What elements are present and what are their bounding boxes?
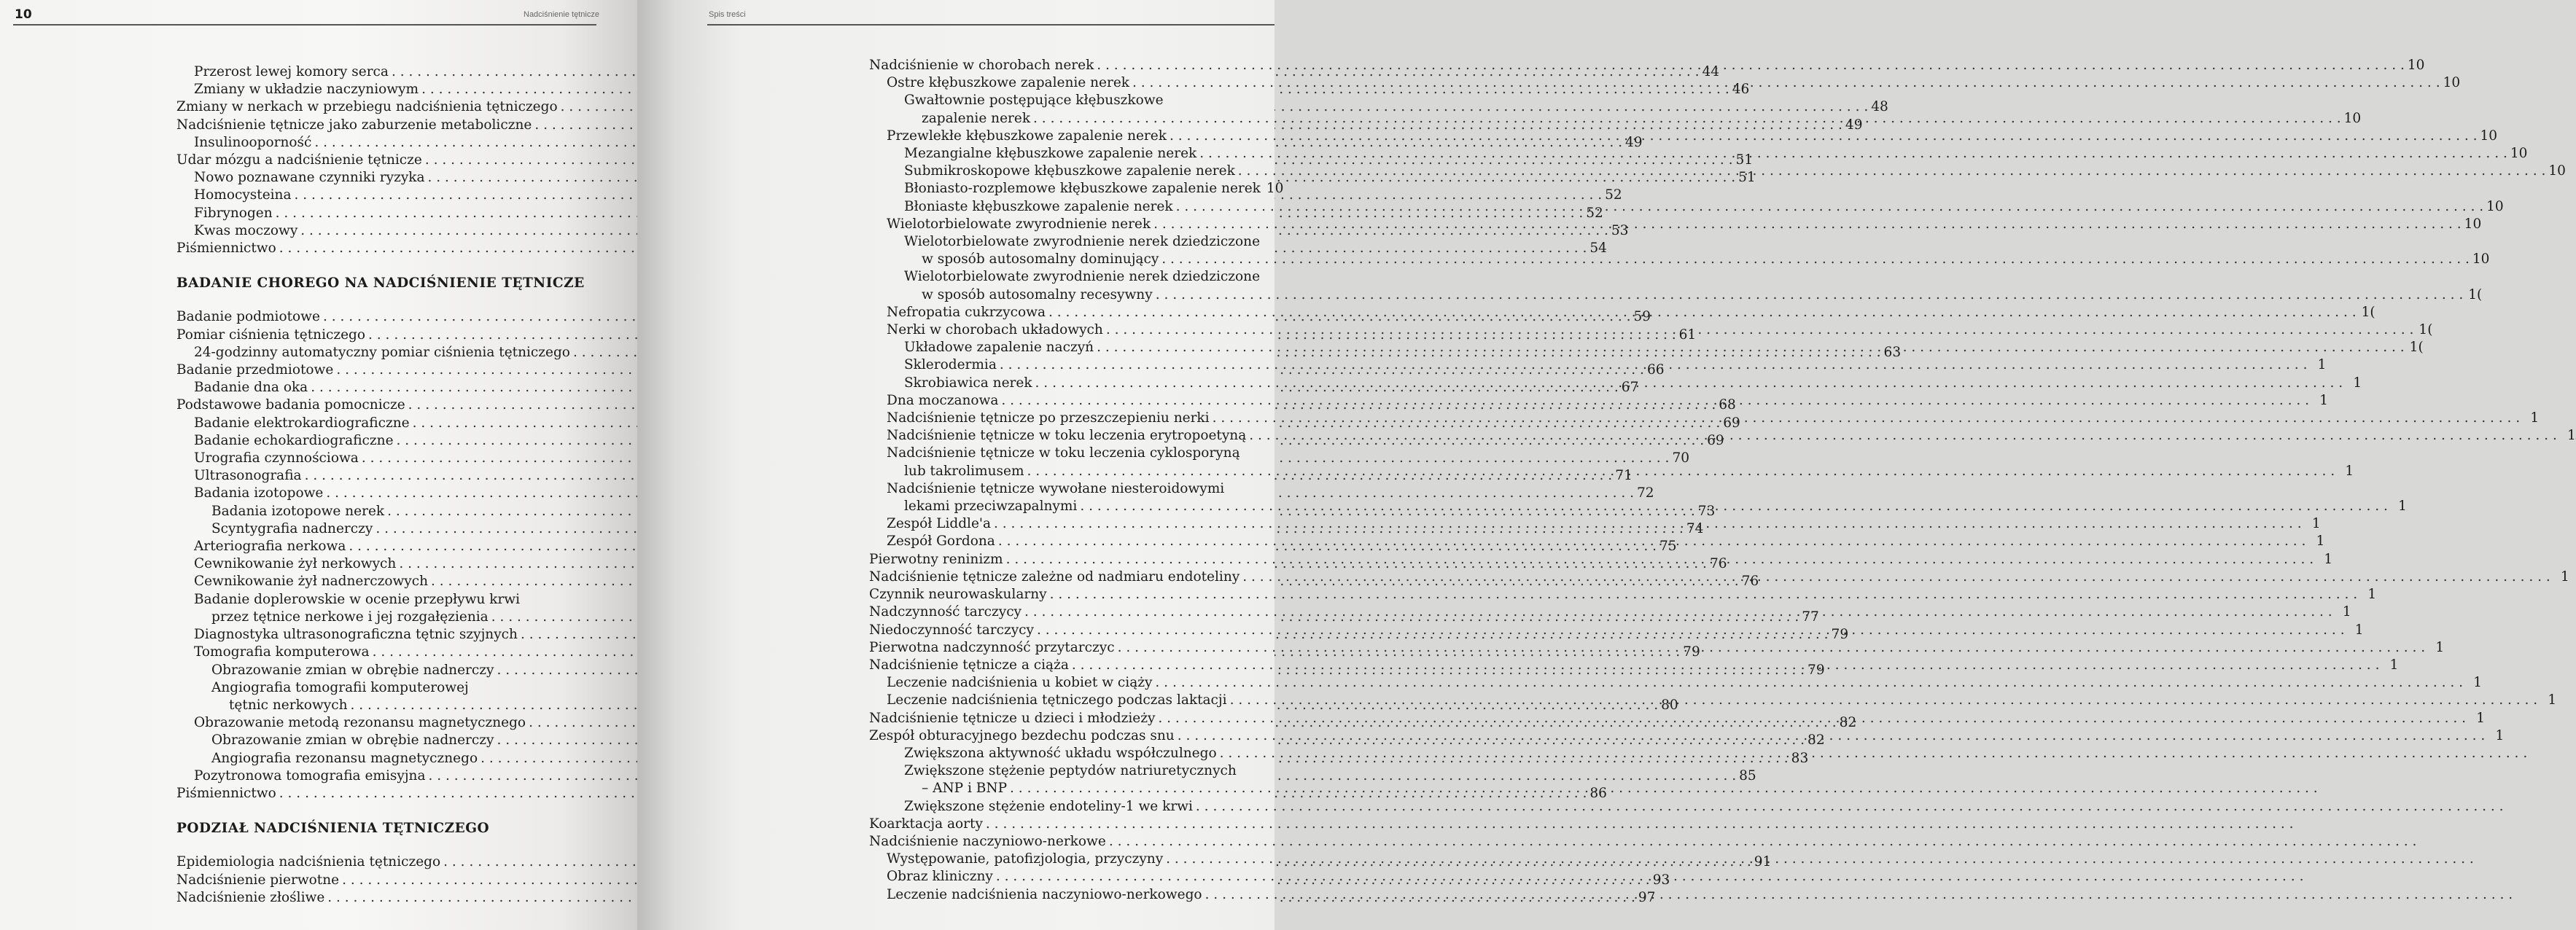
toc-entry-title: Cewnikowanie żył nadnerczowych (194, 574, 429, 590)
toc-entry-title: Diagnostyka ultrasonograficzna tętnic szyjnych (194, 627, 518, 643)
toc-entry-page: 82 (1839, 715, 1857, 731)
toc-entry-page: 1 (2316, 534, 2325, 550)
toc-entry-title: Badanie dna oka (194, 380, 308, 396)
dot-leader (1205, 886, 2513, 904)
dot-leader (994, 515, 2302, 533)
toc-entry-page: 10 (2472, 251, 2490, 267)
toc-entry-page: 1 (2345, 463, 2354, 479)
toc-entry-page: 1( (2419, 322, 2433, 338)
toc-entry (869, 851, 1275, 868)
dot-leader (1097, 57, 2405, 74)
dot-leader (1118, 639, 2426, 657)
toc-entry-page: 44 (1702, 64, 1720, 79)
toc-entry-title: Błoniasto-rozplemowe kłębuszkowe zapalenie nerek (904, 181, 1261, 197)
toc-entry-page: 76 (1741, 574, 1759, 590)
toc-entry-title: Badania izotopowe nerek (211, 503, 385, 519)
toc-entry-page: 83 (1791, 750, 1809, 766)
toc-entry-page: 1 (2389, 657, 2399, 673)
toc-entry-title: Ostre kłębuszkowe zapalenie nerek (887, 75, 1129, 91)
toc-entry-page: 59 (1633, 309, 1651, 325)
toc-entry-title: Pomiar ciśnienia tętniczego (176, 327, 366, 343)
toc-entry-title: Zwiększone stężenie endoteliny-1 we krwi (904, 798, 1193, 814)
toc-entry-title: Submikroskopowe kłębuszkowe zapalenie nerek (904, 163, 1235, 179)
toc-entry-page: 1 (2354, 622, 2364, 638)
toc-entry-page: 91 (1754, 854, 1772, 870)
toc-entry-title: Nadciśnienie tętnicze jako zaburzenie metaboliczne (176, 117, 532, 133)
toc-entry-page: 80 (1661, 697, 1678, 713)
toc-entry-page: 53 (1611, 222, 1629, 238)
section-heading: PODZIAŁ NADCIŚNIENIA TĘTNICZEGO (176, 821, 490, 837)
toc-entry-title: Urografia czynnościowa (194, 450, 359, 466)
toc-entry-title: Pierwotna nadczynność przytarczyc (869, 639, 1115, 655)
toc-entry-page: 1 (2530, 410, 2540, 426)
toc-entry-page: 54 (1589, 241, 1607, 257)
dot-leader (1153, 216, 2462, 233)
dot-leader (1010, 780, 2318, 797)
toc-entry (869, 833, 1275, 851)
dot-leader (1213, 410, 2521, 427)
toc-entry-title: Występowanie, patofizjologia, przyczyny (887, 851, 1164, 867)
toc-entry-page: 10 (2443, 75, 2461, 91)
toc-entry-title: Insulinooporność (194, 134, 312, 150)
toc-entry-page: 1 (2476, 710, 2485, 726)
toc-entry-page: 1 (2319, 392, 2328, 408)
toc-entry-page: 79 (1683, 644, 1700, 660)
toc-entry-title: Arteriografia nerkowa (194, 539, 346, 555)
toc-entry-title: Nadciśnienie tętnicze wywołane niesteroidowymi (887, 480, 1225, 496)
toc-entry-page: 61 (1678, 327, 1697, 343)
header-rule (13, 24, 596, 26)
toc-entry-title: Obraz kliniczny (887, 869, 993, 885)
dot-leader (1196, 798, 2504, 816)
toc-entry-title: Udar mózgu a nadciśnienie tętnicze (176, 152, 422, 168)
toc-entry-page: 10 (2510, 146, 2528, 162)
toc-entry-page: 1 (2495, 727, 2505, 743)
toc-entry-title: Piśmiennictwo (176, 785, 276, 801)
toc-entry-page: 46 (1732, 82, 1750, 98)
dot-leader (1109, 833, 2417, 851)
toc-entry-title: Skrobiawica nerek (904, 375, 1032, 391)
dot-leader (1001, 392, 2309, 410)
toc-entry-page: 1 (2324, 551, 2333, 567)
toc-entry-title: 24-godzinny automatyczny pomiar ciśnienia tętniczego (194, 344, 570, 360)
toc-entry-title: Zmiany w układzie naczyniowym (194, 82, 419, 98)
toc-entry-title: Niedoczynność tarczycy (869, 622, 1034, 638)
dot-leader (1024, 603, 2332, 621)
toc-entry-title: Zespół obturacyjnego bezdechu podczas snu (869, 727, 1175, 743)
toc-entry-page: 48 (1871, 99, 1888, 115)
dot-leader (1033, 110, 2341, 128)
toc-entry-title: Nadciśnienie tętnicze po przeszczepieniu nerki (887, 410, 1210, 426)
toc-entry-title: Przerost lewej komory serca (194, 64, 389, 79)
toc-entry-title: Scyntygrafia nadnerczy (211, 520, 373, 536)
dot-leader (1161, 251, 2470, 268)
toc-entry-title: Wielotorbielowate zwyrodnienie nerek dziedziczone (904, 269, 1261, 285)
toc-entry-page: 1( (2361, 304, 2375, 320)
toc-entry-title: tętnic nerkowych (229, 697, 348, 713)
toc-entry (869, 868, 1275, 886)
toc-entry-page: 49 (1624, 134, 1643, 150)
dot-leader (1199, 145, 2507, 163)
toc-entry-page: 66 (1646, 362, 1665, 378)
toc-entry-title: Tomografia komputerowa (194, 644, 370, 660)
toc-entry-title: Nadciśnienie tętnicze u dzieci i młodzieży (869, 710, 1156, 726)
toc-entry-page: 10 (2548, 163, 2566, 179)
toc-entry-continued (869, 445, 1275, 462)
toc-entry-title: Leczenie nadciśnienia naczyniowo-nerkowego (887, 886, 1202, 902)
toc-entry-title: Angiografia tomografii komputerowej (211, 679, 469, 695)
dot-leader (1132, 74, 2440, 92)
toc-entry-page: 1( (2409, 340, 2424, 356)
toc-entry-title: Nowo poznawane czynniki ryzyka (194, 170, 425, 186)
toc-entry-page: 1 (2311, 516, 2321, 532)
toc-entry-title: Obrazowanie zmian w obrębie nadnerczy (211, 662, 494, 678)
toc-entry-title: Fibrynogen (194, 205, 273, 221)
toc-entry (869, 745, 1275, 762)
toc-entry-title: Ultrasonografia (194, 468, 302, 484)
toc-entry-page: 63 (1883, 344, 1902, 360)
toc-entry-title: zapalenie nerek (922, 110, 1031, 126)
toc-entry-title: Leczenie nadciśnienia u kobiet w ciąży (887, 675, 1153, 691)
toc-entry-title: Nadciśnienie tętnicze a ciąża (869, 657, 1069, 673)
toc-entry-page: 1( (2468, 286, 2483, 302)
dot-leader (998, 533, 2306, 550)
toc-entry-title: Pozytronowa tomografia emisyjna (194, 767, 426, 784)
toc-entry-continued (869, 233, 1275, 251)
toc-entry-title: – ANP i BNP (922, 781, 1008, 797)
toc-entry (869, 180, 1284, 198)
toc-entry-continued (176, 591, 595, 609)
toc-entry-title: Podstawowe badania pomocnicze (176, 397, 405, 413)
toc-entry-page: 51 (1735, 152, 1754, 168)
toc-entry-page: 1 (2367, 587, 2377, 603)
toc-entry-page: 79 (1808, 662, 1825, 678)
toc-entry-title: Epidemiologia nadciśnienia tętniczego (176, 854, 441, 870)
toc-entry-page: 52 (1605, 187, 1622, 203)
dot-leader (1048, 304, 2357, 321)
dot-leader (1006, 551, 2314, 568)
toc-entry-continued (869, 480, 1275, 498)
toc-entry-page: 1 (2317, 357, 2327, 373)
dot-leader (1050, 586, 2358, 603)
toc-entry (869, 674, 2483, 692)
toc-entry-page: 52 (1586, 205, 1603, 221)
toc-entry-page: 1 (2398, 499, 2407, 515)
toc-entry-page: 1 (2567, 428, 2576, 444)
toc-entry-page: 86 (1589, 785, 1607, 801)
toc-entry-title: Nadczynność tarczycy (869, 604, 1022, 620)
toc-entry-page: 51 (1738, 170, 1756, 186)
toc-entry-page: 1 (2342, 604, 2351, 620)
toc-entry-page: 1 (2435, 639, 2445, 655)
toc-entry-title: w sposób autosomalny recesywny (922, 286, 1153, 302)
toc-entry-title: Kwas moczowy (194, 222, 298, 238)
toc-entry-title: Dna moczanowa (887, 392, 999, 408)
toc-entry-title: Nadciśnienie tętnicze zależne od nadmiaru endoteliny (869, 568, 1240, 585)
toc-entry-title: Nadciśnienie tętnicze w toku leczenia cyklosporyną (887, 445, 1240, 461)
toc-entry-page: 1 (2548, 692, 2557, 708)
toc-entry-page: 79 (1831, 627, 1849, 643)
toc-entry-page: 10 (2486, 198, 2504, 214)
dot-leader (1170, 128, 2478, 145)
toc-entry-title: Cewnikowanie żył nerkowych (194, 556, 397, 572)
toc-entry-title: Badanie przedmiotowe (176, 362, 334, 378)
toc-entry-title: Czynnik neurowaskularny (869, 587, 1047, 603)
toc-entry-title: Homocysteina (194, 187, 292, 203)
toc-entry-page: 69 (1707, 432, 1724, 448)
toc-entry-title: Nadciśnienie tętnicze w toku leczenia erytropoetyną (887, 428, 1247, 444)
dot-leader (1000, 356, 2308, 374)
toc-entry-title: Zwiększona aktywność układu współczulnego (904, 745, 1217, 761)
dot-leader (1035, 375, 2343, 392)
toc-entry-title: Nerki w chorobach układowych (887, 322, 1103, 338)
toc-entry-title: lub takrolimusem (904, 463, 1024, 479)
dot-leader (1242, 568, 2550, 586)
toc-entry (869, 286, 2483, 304)
toc-entry-title: Gwałtownie postępujące kłębuszkowe (904, 93, 1164, 109)
dot-leader (1027, 463, 2335, 480)
dot-leader (1178, 727, 2486, 745)
toc-entry-page: 68 (1719, 397, 1736, 413)
toc-entry-title: Błoniaste kłębuszkowe zapalenie nerek (904, 198, 1173, 214)
toc-entry-title: Zwiększone stężenie peptydów natriuretycznych (904, 763, 1237, 779)
toc-entry-title: Wielotorbielowate zwyrodnienie nerek dziedziczone (904, 234, 1261, 250)
toc-entry-page: 49 (1845, 117, 1863, 133)
toc-entry (869, 780, 1275, 797)
dot-leader (1156, 286, 2464, 304)
page-number: 10 (15, 7, 32, 22)
toc-entry-page: 10 (2343, 110, 2362, 126)
toc-entry (869, 586, 2377, 603)
toc-entry-page: 73 (1697, 503, 1716, 519)
toc-entry-page: 76 (1709, 556, 1727, 572)
dot-leader (1220, 745, 2528, 762)
toc-entry-page: 1 (2353, 375, 2362, 391)
toc-entry-continued (869, 762, 1275, 780)
toc-entry (869, 251, 2490, 268)
dot-leader (996, 868, 2304, 886)
toc-entry-page: 10 (1266, 181, 1284, 197)
toc-entry-page: 93 (1652, 872, 1670, 888)
toc-entry-title: Obrazowanie metodą rezonansu magnetycznego (194, 715, 526, 731)
toc-entry-title: Obrazowanie zmian w obrębie nadnerczy (211, 732, 494, 749)
toc-entry-title: w sposób autosomalny dominujący (922, 251, 1159, 267)
dot-leader (986, 816, 2294, 833)
dot-leader (1155, 674, 2463, 692)
toc-entry-title: Piśmiennictwo (176, 241, 276, 257)
toc-entry-title: Leczenie nadciśnienia tętniczego podczas laktacji (887, 692, 1227, 708)
running-head: Spis treści (709, 10, 746, 19)
dot-leader (1097, 339, 2405, 356)
toc-entry-page: 67 (1621, 380, 1639, 396)
toc-entry-title: Nadciśnienie w chorobach nerek (869, 58, 1094, 73)
toc-entry-page: 1 (2561, 568, 2569, 585)
toc-entry-page: 75 (1659, 539, 1677, 555)
toc-entry-continued (176, 679, 595, 697)
dot-leader (1249, 427, 2557, 445)
toc-entry-continued (869, 92, 1275, 109)
toc-entry-title: Badanie doplerowskie w ocenie przepływu krwi (194, 591, 521, 607)
toc-entry-page: 10 (2480, 128, 2498, 144)
section-heading: BADANIE CHOREGO NA NADCIŚNIENIE TĘTNICZE (176, 276, 585, 292)
toc-entry-title: Zmiany w nerkach w przebiegu nadciśnienia tętniczego (176, 99, 558, 115)
toc-entry-title: Wielotorbielowate zwyrodnienie nerek (887, 216, 1151, 232)
dot-leader (1238, 163, 2546, 180)
toc-entry-page: 71 (1615, 468, 1633, 484)
toc-entry-title: Sklerodermia (904, 357, 997, 373)
toc-entry-title: Nadciśnienie naczyniowo-nerkowe (869, 833, 1106, 849)
toc-entry-continued (869, 268, 1275, 286)
toc-entry-page: 97 (1638, 889, 1656, 905)
toc-entry-title: Nadciśnienie złośliwe (176, 889, 325, 905)
running-head: Nadciśnienie tętnicze (524, 10, 599, 19)
toc-entry (869, 886, 1275, 904)
toc-entry-title: Zespół Liddle'a (887, 516, 992, 532)
dot-leader (1072, 657, 2380, 674)
toc-entry-page: 85 (1739, 767, 1756, 784)
dot-leader (1166, 851, 2474, 868)
toc-entry-page: 70 (1672, 450, 1689, 466)
toc-entry-title: Nadciśnienie pierwotne (176, 872, 340, 888)
dot-leader (1106, 321, 2414, 339)
dot-leader (1080, 498, 2388, 515)
toc-entry-page: 10 (2464, 216, 2482, 232)
toc-entry-title: Nefropatia cukrzycowa (887, 304, 1046, 320)
dot-leader (1230, 692, 2538, 709)
toc-entry-title: Koarktacja aorty (869, 816, 983, 832)
toc-entry (869, 798, 1275, 816)
toc-entry-title: Mezangialne kłębuszkowe zapalenie nerek (904, 146, 1197, 162)
toc-entry-title: Badanie elektrokardiograficzne (194, 415, 410, 431)
toc-entry-page: 74 (1686, 520, 1704, 536)
toc-entry-page: 77 (1802, 609, 1819, 625)
toc-entry (869, 816, 1275, 833)
toc-entry-page: 10 (2407, 58, 2425, 73)
toc-entry-title: Badanie echokardiograficzne (194, 432, 394, 448)
dot-leader (1037, 622, 2345, 639)
dot-leader (1176, 198, 2484, 216)
toc-entry-title: Badanie podmiotowe (176, 309, 320, 325)
header-rule (707, 24, 1275, 26)
toc-entry-title: Badania izotopowe (194, 485, 324, 501)
toc-entry-title: przez tętnice nerkowe i jej rozgałęzienia (211, 609, 489, 625)
dot-leader (1158, 710, 2466, 727)
toc-entry-page: 69 (1723, 415, 1740, 431)
toc-entry-page: 72 (1636, 485, 1654, 501)
toc-entry-title: lekami przeciwzapalnymi (904, 499, 1078, 515)
toc-entry-title: Pierwotny reninizm (869, 551, 1003, 567)
toc-entry-title: Zespół Gordona (887, 534, 995, 550)
toc-entry-title: Angiografia rezonansu magnetycznego (211, 750, 478, 766)
toc-entry-page: 1 (2473, 675, 2483, 691)
toc-entry-title: Układowe zapalenie naczyń (904, 340, 1094, 356)
toc-entry-title: Przewlekłe kłębuszkowe zapalenie nerek (887, 128, 1167, 144)
toc-entry-page: 82 (1808, 732, 1825, 749)
